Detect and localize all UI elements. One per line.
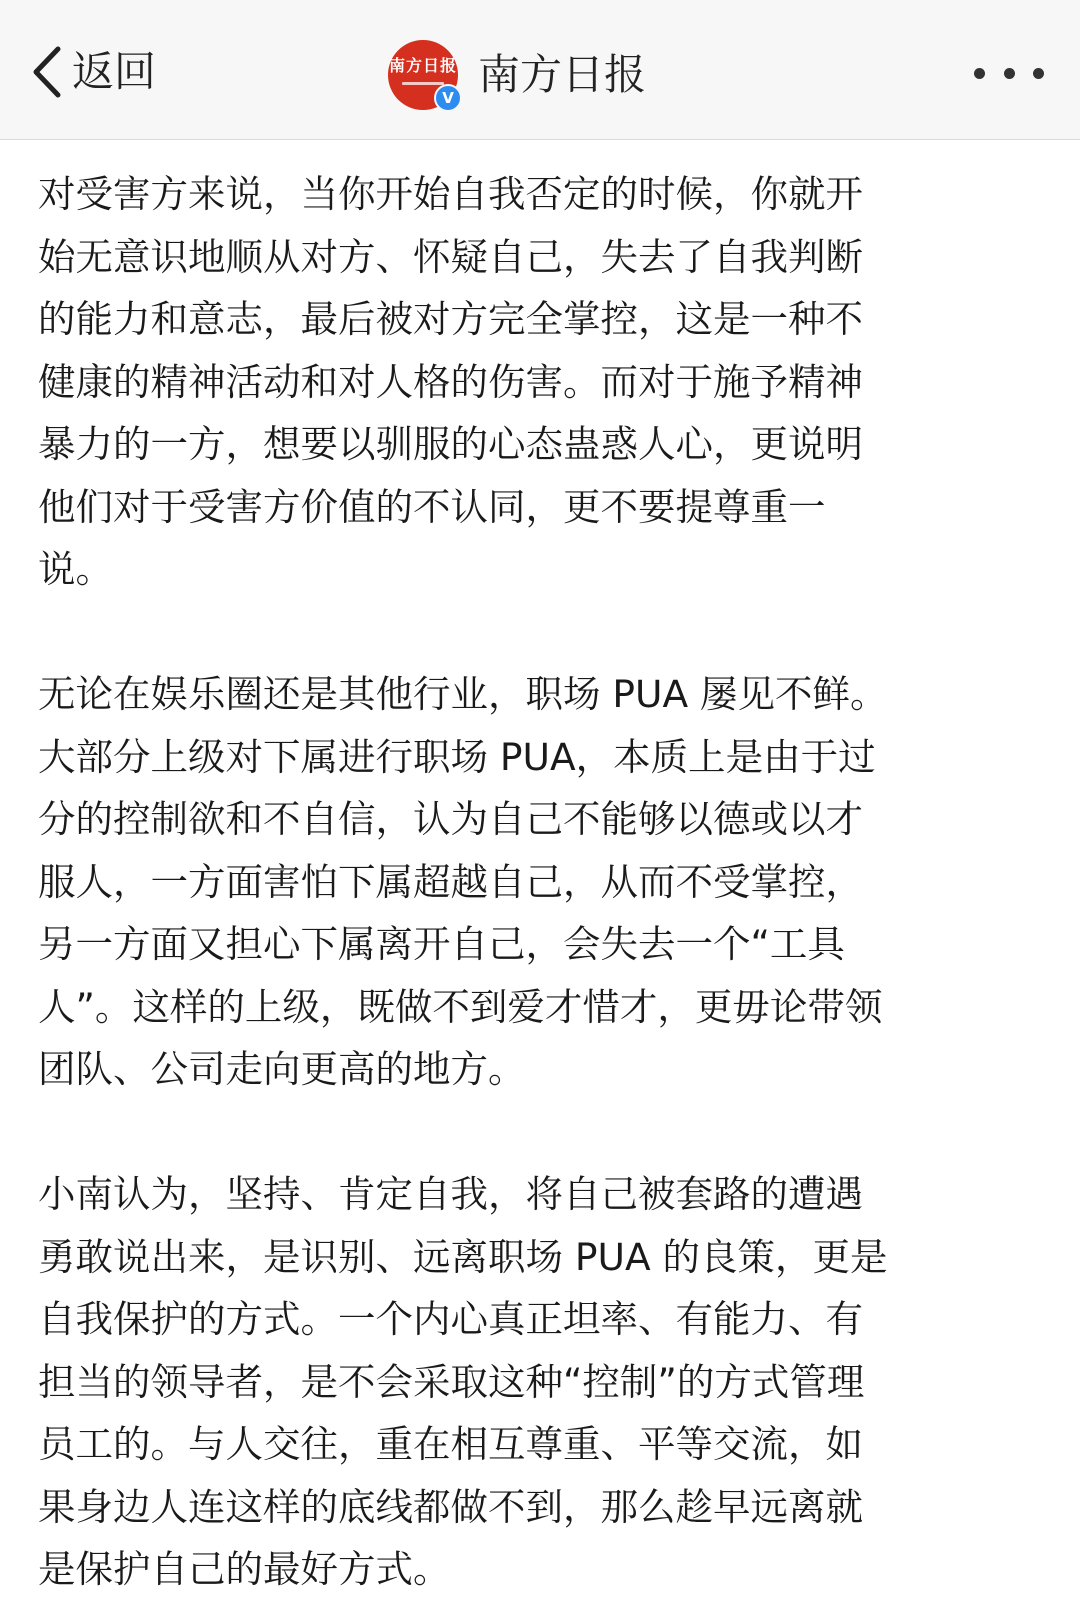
article-paragraph: 无论在娱乐圈还是其他行业，职场 PUA 屡见不鲜。 大部分上级对下属进行职场 PUA，本质上是由于过 分的控制欲和不自信，认为自己不能够以德或以才 服人，一方面害怕下属超越自己，从而不受掌控， 另一方面又担心下属离开自己，会失去一个“工具 人”。这样的上级，既做不到爱才惜才，更毋论带领 团队、公司走向更高的地方。	[38, 672, 888, 1091]
more-dot-icon	[974, 68, 985, 79]
more-dot-icon	[1004, 68, 1015, 79]
article-body	[38, 163, 1048, 1601]
avatar-logo-text: 南方日报	[388, 56, 457, 75]
account-name[interactable]: 南方日报	[478, 50, 647, 99]
verified-badge-icon: V	[434, 84, 462, 112]
account-header[interactable]	[388, 40, 646, 110]
top-navigation-bar	[0, 0, 1080, 140]
back-label: 返回	[72, 47, 157, 96]
more-options-button[interactable]	[974, 58, 1044, 88]
avatar-logo-underline	[402, 82, 444, 85]
chevron-left-icon	[30, 45, 64, 99]
article-paragraph: 小南认为，坚持、肯定自我，将自己被套路的遭遇 勇敢说出来，是识别、远离职场 PUA 的良策，更是 自我保护的方式。一个内心真正坦率、有能力、有 担当的领导者，是不会采取这种“控制”的方式管理 员工的。与人交往，重在相互尊重、平等交流，如 果身边人连这样的底线都做不到，那么趁早远离就 是保护自己的最好方式。	[38, 1172, 888, 1591]
back-button[interactable]	[30, 42, 156, 102]
more-dot-icon	[1033, 68, 1044, 79]
article-paragraph: 对受害方来说，当你开始自我否定的时候，你就开 始无意识地顺从对方、怀疑自己，失去了自我判断 的能力和意志，最后被对方完全掌控，这是一种不 健康的精神活动和对人格的伤害。而对于施予精神 暴力的一方，想要以驯服的心态蛊惑人心，更说明 他们对于受害方价值的不认同，更不要提尊重一 说。	[38, 172, 863, 591]
avatar[interactable]	[388, 40, 458, 110]
